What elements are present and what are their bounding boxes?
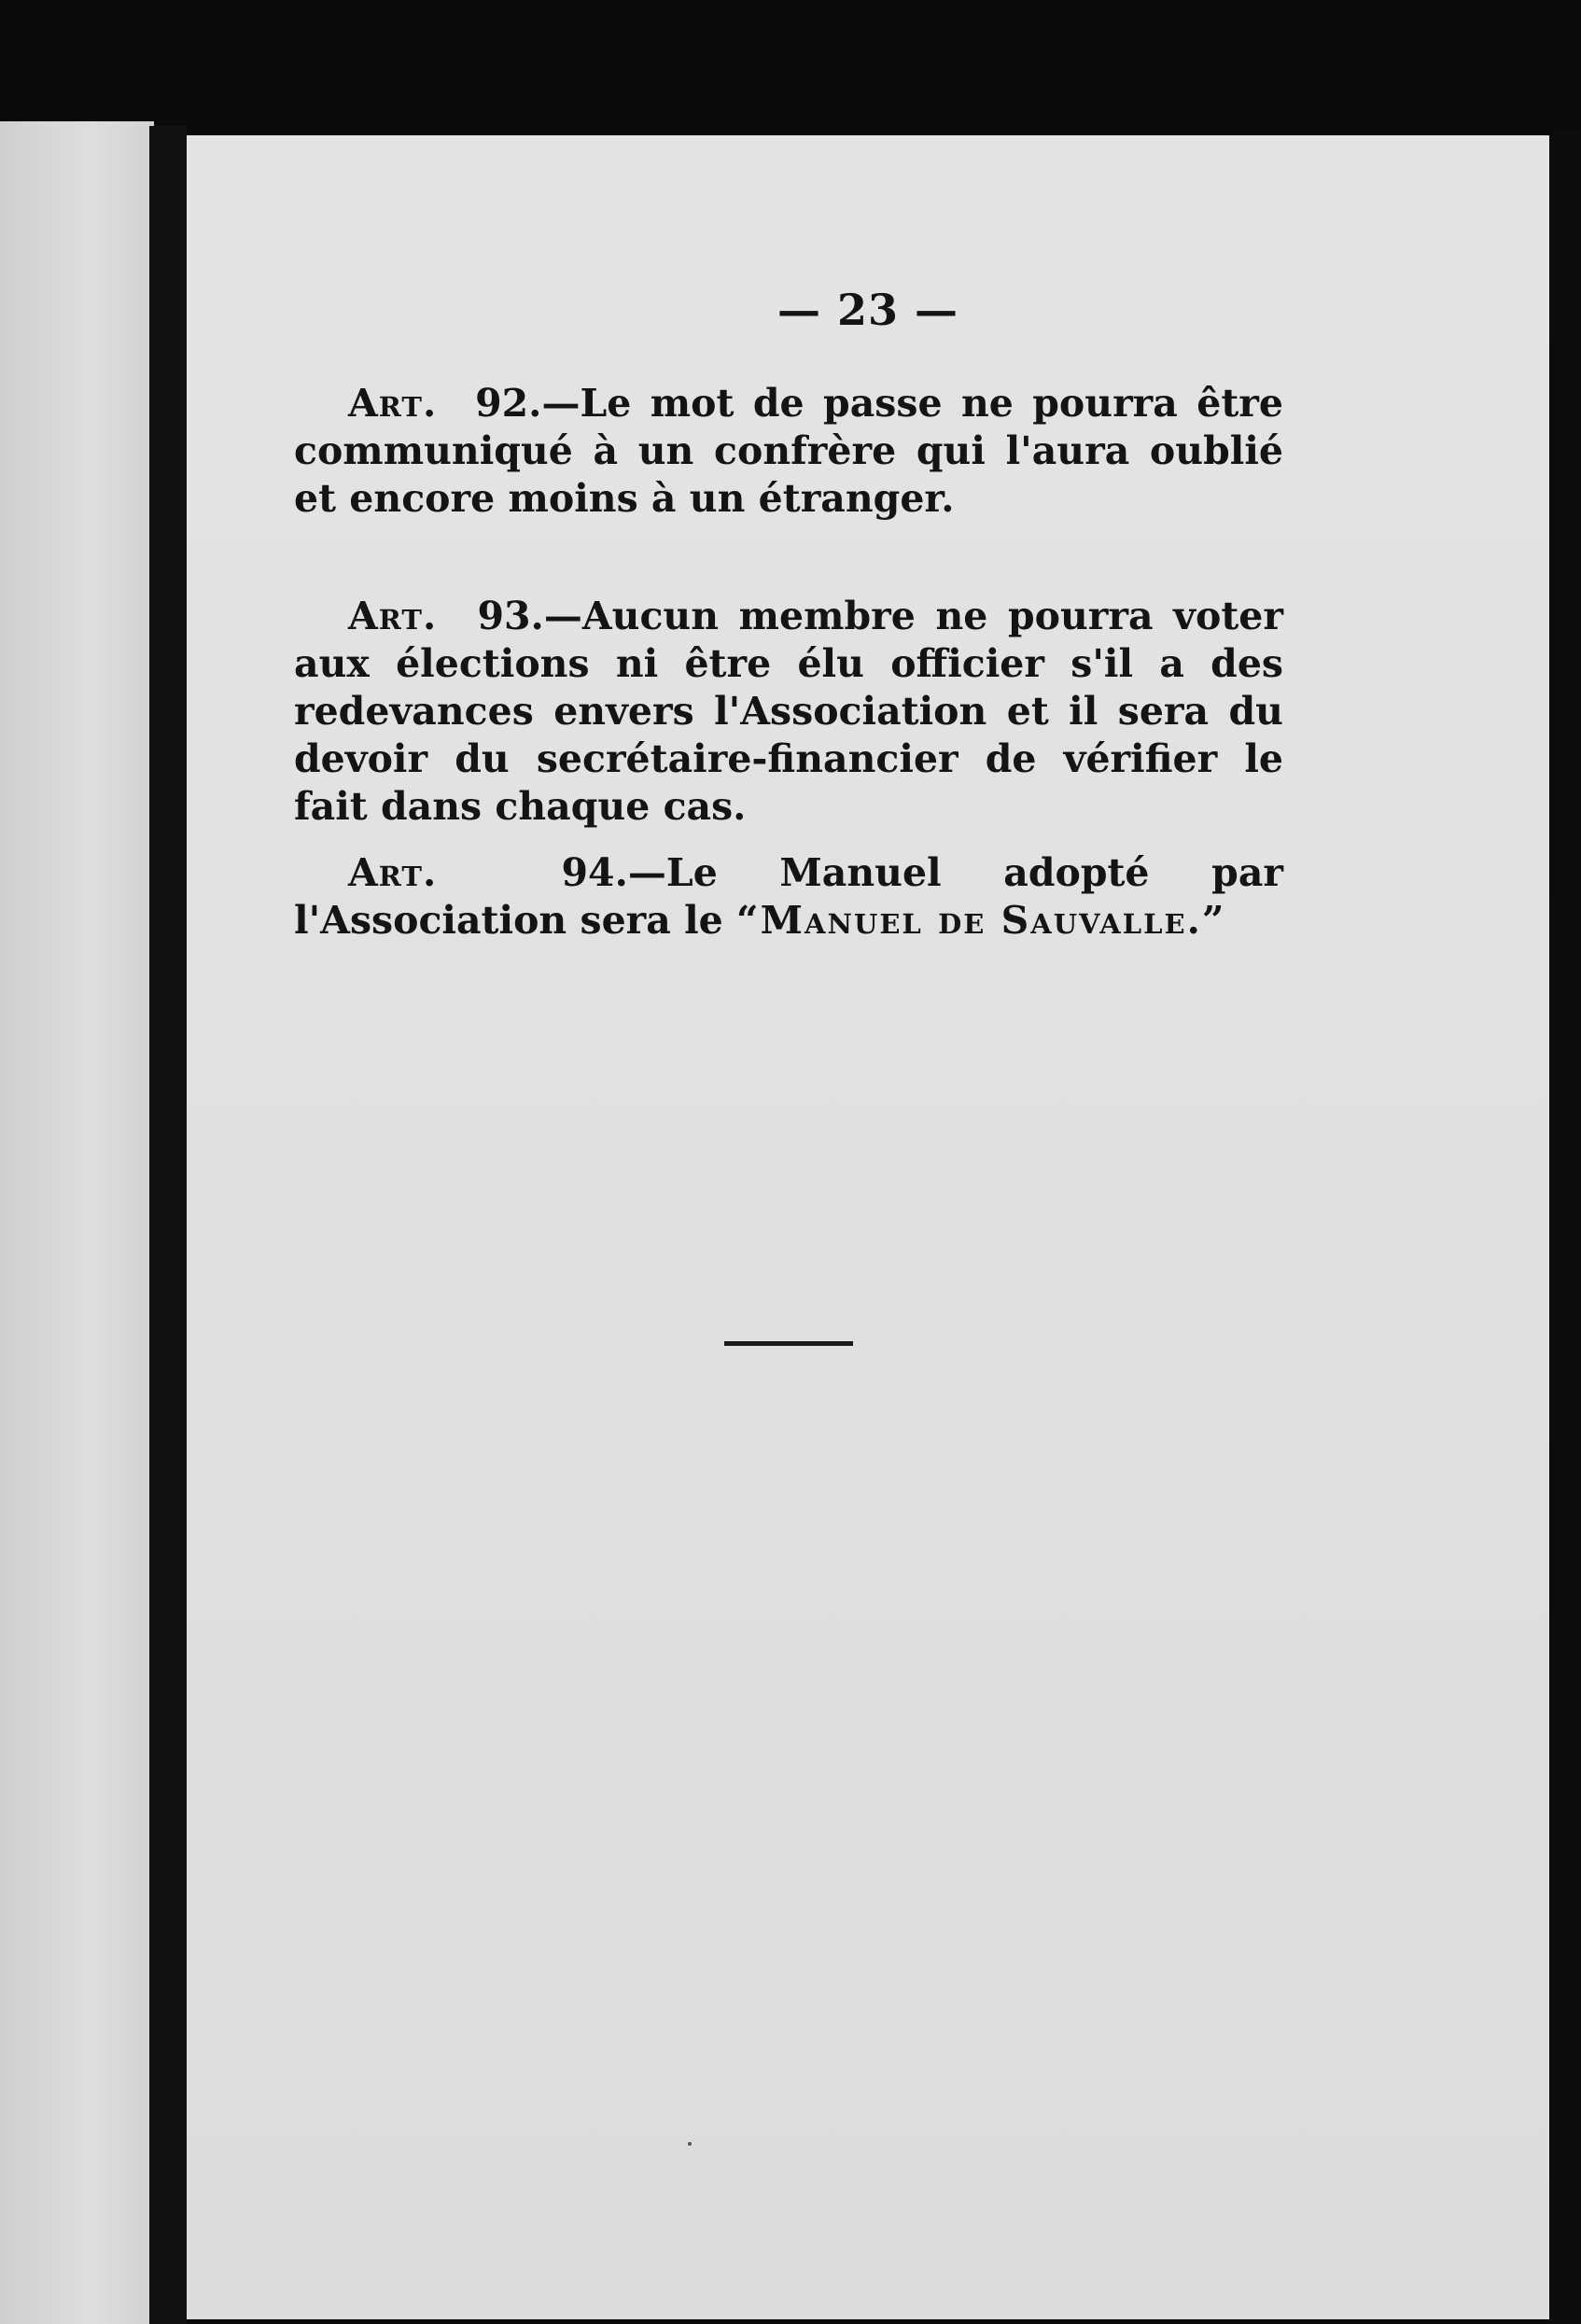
article-number: 94.: [561, 850, 628, 895]
adjacent-page-edge: [0, 121, 154, 2324]
book-spine-shadow: [149, 126, 187, 2324]
end-of-section-rule: [724, 1341, 853, 1346]
article-92: [294, 380, 1283, 523]
article-number: 93.: [477, 594, 544, 638]
article-label: Art.: [348, 850, 438, 895]
article-label: Art.: [348, 594, 438, 638]
manual-title: “Manuel de Sauvalle.”: [736, 898, 1226, 943]
right-border-shadow: [1549, 131, 1581, 2324]
article-text: —Aucun membre ne pourra voter aux élections ni être élu officier s'il a des redevances envers l'Association et il sera du devoir du secrétaire-financier de vérifier le fait dans chaque cas.: [294, 594, 1283, 829]
article-paragraph: [294, 380, 1283, 523]
article-93: [294, 593, 1283, 831]
article-paragraph: [294, 593, 1283, 831]
article-94: [294, 849, 1283, 945]
article-number: 92.: [475, 381, 542, 426]
article-text: —Le Manuel adopté par l'Association sera le: [294, 850, 1283, 943]
article-paragraph: [294, 849, 1283, 945]
page-number: — 23 —: [777, 285, 959, 335]
article-text: —Le mot de passe ne pourra être communiqué à un confrère qui l'aura oublié et encore moins à un étranger.: [294, 381, 1283, 521]
article-label: Art.: [348, 381, 438, 426]
document-page: [187, 135, 1549, 2319]
scan-speck: [688, 2142, 692, 2146]
